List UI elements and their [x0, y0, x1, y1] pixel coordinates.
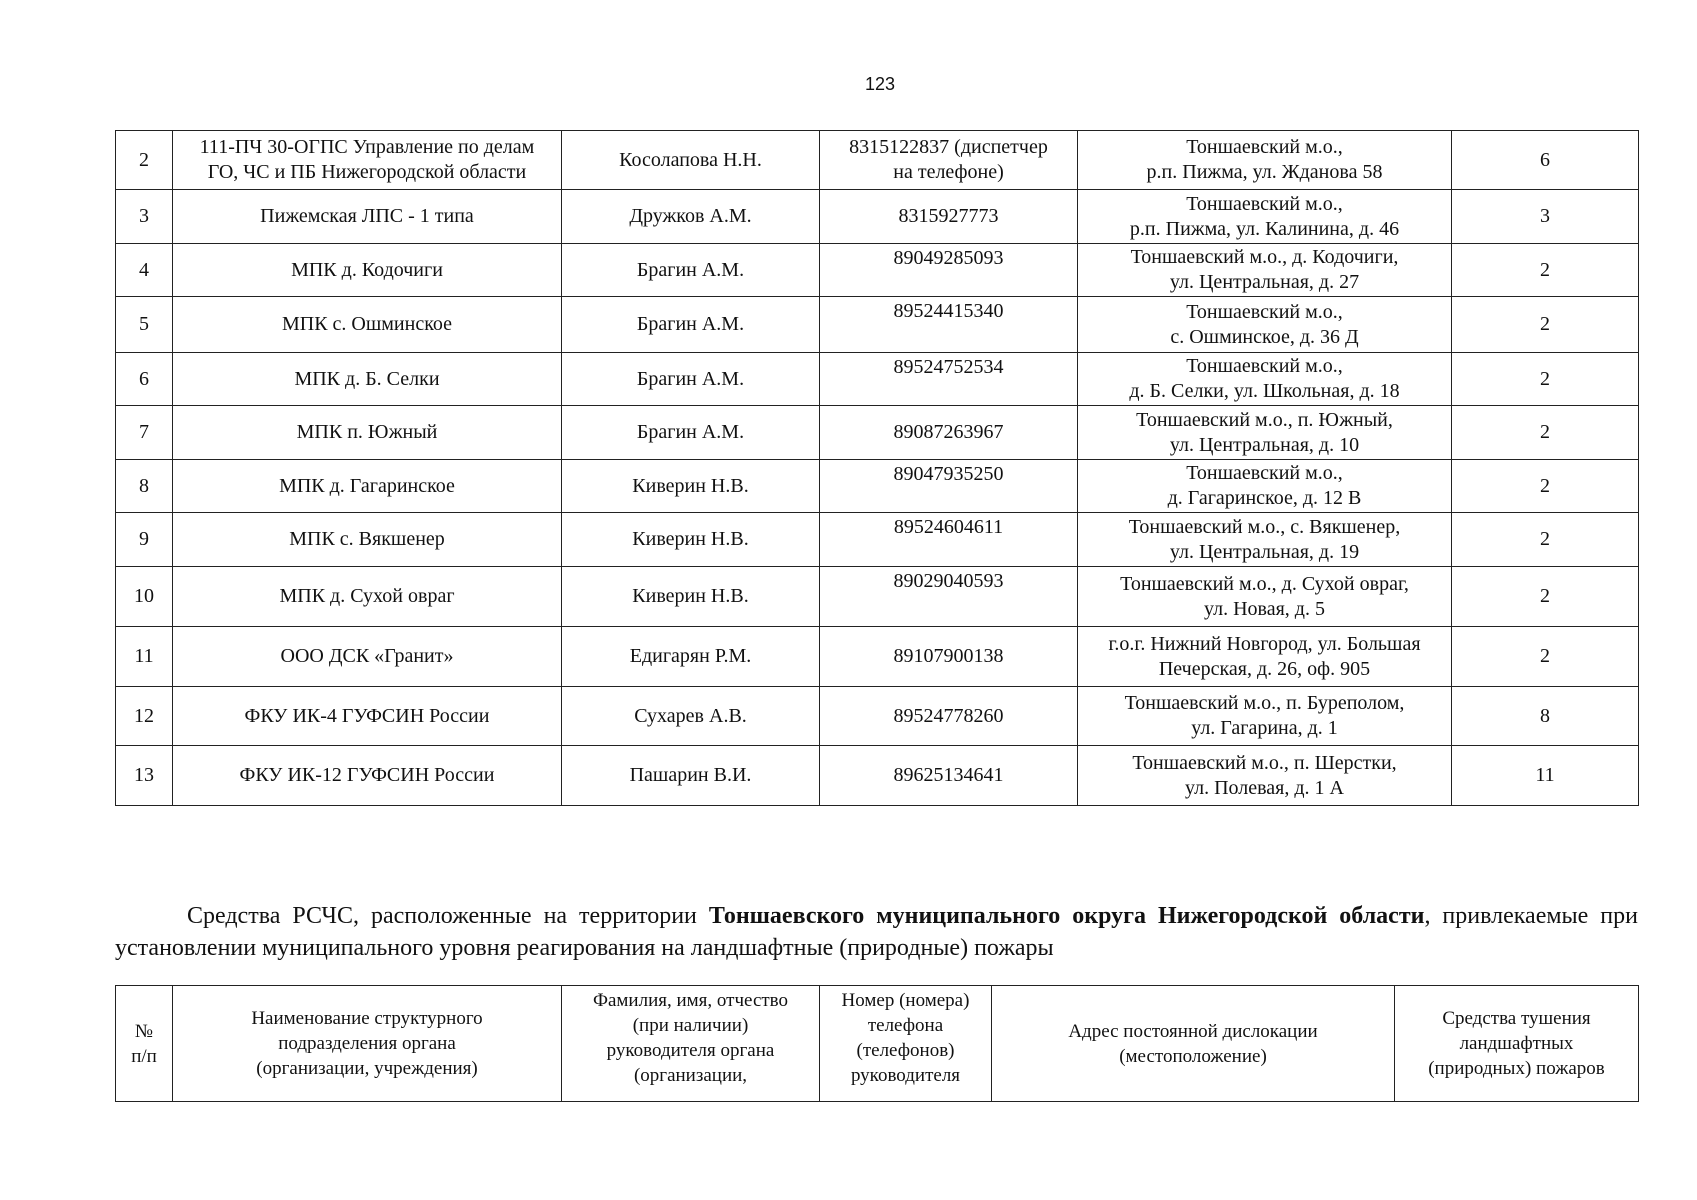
cell-line: Фамилия, имя, отчество: [592, 990, 789, 1011]
cell-address: [1078, 244, 1452, 297]
cell-line: 89625134641: [893, 764, 1004, 786]
cell-name: [173, 513, 562, 567]
cell-line: ул. Новая, д. 5: [1204, 597, 1325, 620]
cell-name: [173, 460, 562, 513]
cell-head: Едигарян Р.М.: [562, 627, 820, 687]
cell-line: подразделения органа: [278, 1033, 456, 1054]
cell-num: 11: [116, 627, 173, 687]
cell-phone: [820, 567, 1078, 627]
cell-name: [173, 353, 562, 406]
cell-means: 2: [1452, 567, 1639, 627]
cell-line: ул. Гагарина, д. 1: [1191, 717, 1338, 739]
header-cell-head: [562, 986, 820, 1102]
cell-num: 7: [116, 406, 173, 460]
cell-means: 2: [1452, 297, 1639, 353]
header-row: [116, 986, 1639, 1102]
cell-line: ландшафтных: [1459, 1033, 1574, 1054]
cell-means: 2: [1452, 627, 1639, 687]
cell-head: Киверин Н.В.: [562, 460, 820, 513]
cell-line: МПК д. Кодочиги: [291, 258, 443, 281]
cell-line: Тоншаевский м.о.,: [1186, 462, 1343, 484]
cell-phone: [820, 353, 1078, 406]
cell-head: Дружков А.М.: [562, 190, 820, 244]
cell-line: руководителя: [850, 1065, 961, 1086]
cell-phone: [820, 687, 1078, 746]
table-row: [116, 513, 1639, 567]
cell-line: Пижемская ЛПС - 1 типа: [260, 205, 474, 227]
cell-address: [1078, 746, 1452, 806]
cell-address: [1078, 513, 1452, 567]
cell-line: 89047935250: [893, 463, 1004, 485]
cell-line: на телефоне): [893, 161, 1004, 183]
cell-num: 12: [116, 687, 173, 746]
cell-head: Киверин Н.В.: [562, 513, 820, 567]
cell-line: р.п. Пижма, ул. Жданова 58: [1146, 161, 1383, 183]
cell-head: Косолапова Н.Н.: [562, 131, 820, 190]
cell-line: ГО, ЧС и ПБ Нижегородской области: [207, 161, 527, 183]
header-cell-name: [173, 986, 562, 1102]
cell-address: [1078, 627, 1452, 687]
table-row: [116, 406, 1639, 460]
cell-address: [1078, 460, 1452, 513]
cell-phone: [820, 190, 1078, 244]
cell-line: Тоншаевский м.о., п. Шерстки,: [1132, 751, 1397, 774]
cell-num: 3: [116, 190, 173, 244]
cell-line: Наименование структурного: [251, 1008, 483, 1029]
cell-line: Средства тушения: [1442, 1008, 1591, 1029]
cell-phone: [820, 406, 1078, 460]
cell-line: Тоншаевский м.о., п. Южный,: [1136, 408, 1393, 431]
cell-line: МПК д. Гагаринское: [279, 474, 455, 497]
cell-name: [173, 746, 562, 806]
cell-phone: [820, 746, 1078, 806]
cell-name: [173, 244, 562, 297]
table-row: [116, 687, 1639, 746]
cell-num: 4: [116, 244, 173, 297]
cell-line: Тоншаевский м.о., д. Сухой овраг,: [1120, 572, 1409, 595]
header-cell-means: [1395, 986, 1639, 1102]
table-row: [116, 244, 1639, 297]
cell-line: Тоншаевский м.о., п. Буреполом,: [1124, 692, 1405, 714]
cell-line: (организации,: [633, 1065, 748, 1086]
cell-line: 89087263967: [893, 421, 1004, 443]
cell-line: Тоншаевский м.о.,: [1186, 355, 1343, 377]
cell-line: п/п: [131, 1045, 157, 1067]
cell-address: [1078, 131, 1452, 190]
resources-table-body: [116, 131, 1639, 806]
cell-head: Брагин А.М.: [562, 353, 820, 406]
cell-means: 2: [1452, 460, 1639, 513]
cell-name: [173, 131, 562, 190]
cell-line: Тоншаевский м.о., с. Вякшенер,: [1128, 515, 1401, 538]
cell-num: 5: [116, 297, 173, 353]
cell-line: 89524604611: [893, 516, 1004, 538]
cell-line: (организации, учреждения): [256, 1058, 478, 1079]
cell-line: Тоншаевский м.о., д. Кодочиги,: [1130, 246, 1399, 268]
table-row: [116, 567, 1639, 627]
cell-line: д. Гагаринское, д. 12 В: [1167, 487, 1362, 509]
cell-means: 6: [1452, 131, 1639, 190]
table-row: [116, 746, 1639, 806]
cell-head: Пашарин В.И.: [562, 746, 820, 806]
cell-name: [173, 687, 562, 746]
cell-line: Печерская, д. 26, оф. 905: [1158, 657, 1371, 680]
cell-line: 8315122837 (диспетчер: [849, 136, 1048, 158]
cell-line: 111-ПЧ 30-ОГПС Управление по делам: [199, 136, 535, 158]
table-row: [116, 627, 1639, 687]
cell-line: Номер (номера): [841, 990, 970, 1011]
cell-means: 11: [1452, 746, 1639, 806]
cell-line: руководителя органа: [606, 1040, 775, 1061]
cell-means: 2: [1452, 406, 1639, 460]
cell-means: 2: [1452, 244, 1639, 297]
cell-num: 8: [116, 460, 173, 513]
cell-line: Тоншаевский м.о.,: [1186, 192, 1343, 215]
section-title-text-after: , привлекаемые при установлении муниципального уровня реагирования на ландшафтные (природные) пожары: [115, 903, 1638, 961]
cell-num: 2: [116, 131, 173, 190]
cell-address: [1078, 567, 1452, 627]
cell-line: МПК д. Б. Селки: [294, 367, 440, 390]
header-cell-address: [992, 986, 1395, 1102]
cell-line: ООО ДСК «Гранит»: [280, 645, 454, 667]
section-title: [115, 900, 1638, 964]
cell-line: 89524752534: [893, 356, 1004, 378]
cell-line: Адрес постоянной дислокации: [1068, 1020, 1318, 1042]
cell-line: МПК п. Южный: [296, 421, 438, 443]
cell-line: (при наличии): [632, 1015, 749, 1036]
cell-num: 13: [116, 746, 173, 806]
cell-line: Тоншаевский м.о.,: [1186, 136, 1343, 158]
cell-line: (телефонов): [856, 1040, 955, 1061]
header-cell-num: [116, 986, 173, 1102]
cell-line: ул. Полевая, д. 1 А: [1184, 776, 1344, 799]
table-row: [116, 353, 1639, 406]
section-title-text-bold: Тоншаевского муниципального округа Нижегородской области: [708, 903, 1425, 929]
table-row: [116, 131, 1639, 190]
cell-line: №: [134, 1020, 154, 1042]
cell-line: ФКУ ИК-4 ГУФСИН России: [244, 704, 490, 727]
cell-means: 2: [1452, 513, 1639, 567]
cell-head: Сухарев А.В.: [562, 687, 820, 746]
cell-line: 89107900138: [893, 645, 1004, 667]
cell-means: 3: [1452, 190, 1639, 244]
cell-line: с. Ошминское, д. 36 Д: [1170, 325, 1359, 348]
cell-line: ул. Центральная, д. 19: [1169, 540, 1360, 563]
cell-address: [1078, 687, 1452, 746]
cell-name: [173, 190, 562, 244]
cell-name: [173, 297, 562, 353]
cell-line: Тоншаевский м.о.,: [1186, 300, 1343, 323]
cell-means: 8: [1452, 687, 1639, 746]
cell-line: ФКУ ИК-12 ГУФСИН России: [239, 764, 495, 786]
cell-line: д. Б. Селки, ул. Школьная, д. 18: [1129, 380, 1400, 402]
cell-line: 89029040593: [893, 570, 1004, 592]
cell-head: Брагин А.М.: [562, 406, 820, 460]
cell-address: [1078, 406, 1452, 460]
cell-line: (местоположение): [1119, 1045, 1267, 1067]
section-title-text-before: Средства РСЧС, расположенные на территории: [187, 903, 709, 929]
resources-table: [115, 130, 1639, 806]
cell-means: 2: [1452, 353, 1639, 406]
cell-head: Брагин А.М.: [562, 244, 820, 297]
cell-head: Брагин А.М.: [562, 297, 820, 353]
cell-line: 89049285093: [893, 247, 1004, 269]
cell-phone: [820, 297, 1078, 353]
cell-line: МПК д. Сухой овраг: [279, 585, 455, 607]
table-row: [116, 297, 1639, 353]
cell-line: 8315927773: [898, 205, 999, 227]
cell-line: 89524778260: [893, 704, 1004, 727]
cell-line: МПК с. Вякшенер: [289, 528, 445, 550]
cell-line: телефона: [867, 1015, 944, 1036]
header-cell-phone: [820, 986, 992, 1102]
cell-num: 10: [116, 567, 173, 627]
cell-phone: [820, 244, 1078, 297]
cell-name: [173, 627, 562, 687]
cell-phone: [820, 627, 1078, 687]
cell-line: г.о.г. Нижний Новгород, ул. Большая: [1108, 632, 1421, 655]
cell-line: р.п. Пижма, ул. Калинина, д. 46: [1129, 217, 1400, 240]
cell-line: ул. Центральная, д. 10: [1169, 433, 1360, 456]
cell-phone: [820, 131, 1078, 190]
cell-address: [1078, 353, 1452, 406]
cell-line: МПК с. Ошминское: [281, 313, 453, 335]
cell-phone: [820, 460, 1078, 513]
header-table: [115, 985, 1639, 1102]
cell-name: [173, 567, 562, 627]
page-number: 123: [864, 74, 896, 94]
cell-head: Киверин Н.В.: [562, 567, 820, 627]
cell-line: (природных) пожаров: [1428, 1058, 1605, 1079]
table-row: [116, 190, 1639, 244]
table-row: [116, 460, 1639, 513]
cell-name: [173, 406, 562, 460]
cell-address: [1078, 297, 1452, 353]
cell-num: 9: [116, 513, 173, 567]
cell-address: [1078, 190, 1452, 244]
cell-line: 89524415340: [893, 300, 1004, 322]
cell-num: 6: [116, 353, 173, 406]
cell-line: ул. Центральная, д. 27: [1169, 271, 1360, 293]
cell-phone: [820, 513, 1078, 567]
